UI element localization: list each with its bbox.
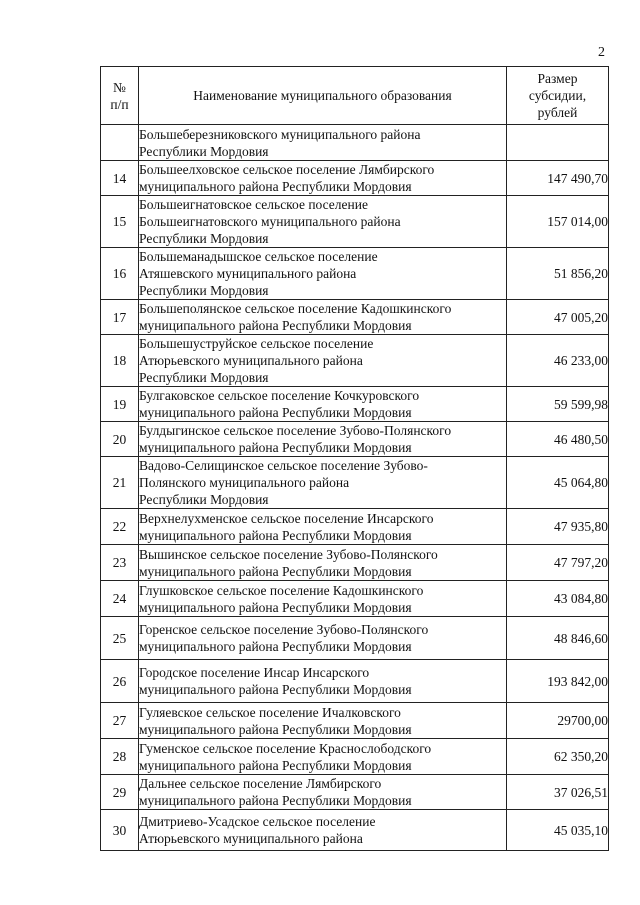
row-amount: 29700,00 <box>507 703 609 739</box>
row-amount <box>507 125 609 161</box>
row-amount: 51 856,20 <box>507 248 609 300</box>
header-number: № п/п <box>101 67 139 125</box>
row-number: 26 <box>101 660 139 703</box>
row-number: 19 <box>101 387 139 422</box>
row-amount: 59 599,98 <box>507 387 609 422</box>
table-row <box>101 660 609 703</box>
table-row <box>101 387 609 422</box>
row-number: 17 <box>101 300 139 335</box>
table-row <box>101 248 609 300</box>
table-row <box>101 509 609 545</box>
table-row <box>101 703 609 739</box>
row-name: Большеманадышское сельское поселение Атяшевского муниципального района Республики Мордовия <box>139 248 507 300</box>
table-row <box>101 422 609 457</box>
row-number: 14 <box>101 161 139 196</box>
row-amount: 147 490,70 <box>507 161 609 196</box>
row-number: 22 <box>101 509 139 545</box>
row-name: Большеелховское сельское поселение Лямбирского муниципального района Республики Мордовия <box>139 161 507 196</box>
row-amount: 47 005,20 <box>507 300 609 335</box>
table-row <box>101 581 609 617</box>
row-amount: 37 026,51 <box>507 775 609 810</box>
row-number <box>101 125 139 161</box>
row-name: Большешуструйское сельское поселение Атюрьевского муниципального района Республики Мордовия <box>139 335 507 387</box>
row-number: 16 <box>101 248 139 300</box>
subsidy-table <box>100 66 609 851</box>
row-name: Глушковское сельское поселение Кадошкинского муниципального района Республики Мордовия <box>139 581 507 617</box>
table-row <box>101 196 609 248</box>
row-amount: 43 084,80 <box>507 581 609 617</box>
row-number: 18 <box>101 335 139 387</box>
row-name: Городское поселение Инсар Инсарского муниципального района Республики Мордовия <box>139 660 507 703</box>
row-amount: 46 233,00 <box>507 335 609 387</box>
row-name: Дальнее сельское поселение Лямбирского муниципального района Республики Мордовия <box>139 775 507 810</box>
row-amount: 62 350,20 <box>507 739 609 775</box>
row-number: 23 <box>101 545 139 581</box>
row-number: 15 <box>101 196 139 248</box>
row-number: 28 <box>101 739 139 775</box>
row-name: Большеберезниковского муниципального района Республики Мордовия <box>139 125 507 161</box>
row-name: Большеполянское сельское поселение Кадошкинского муниципального района Республики Мордовия <box>139 300 507 335</box>
table-row <box>101 161 609 196</box>
table-row <box>101 300 609 335</box>
table-row <box>101 617 609 660</box>
row-name: Булдыгинское сельское поселение Зубово-Полянского муниципального района Республики Мордовия <box>139 422 507 457</box>
row-number: 24 <box>101 581 139 617</box>
table-body <box>101 125 609 851</box>
row-amount: 193 842,00 <box>507 660 609 703</box>
table-row <box>101 335 609 387</box>
row-name: Дмитриево-Усадское сельское поселение Атюрьевского муниципального района <box>139 810 507 851</box>
table-row <box>101 810 609 851</box>
row-amount: 45 064,80 <box>507 457 609 509</box>
row-name: Вышинское сельское поселение Зубово-Полянского муниципального района Республики Мордовия <box>139 545 507 581</box>
row-name: Вадово-Селищинское сельское поселение Зубово- Полянского муниципального района Республики Мордовия <box>139 457 507 509</box>
row-amount: 46 480,50 <box>507 422 609 457</box>
row-amount: 47 797,20 <box>507 545 609 581</box>
table-header <box>101 67 609 125</box>
row-amount: 45 035,10 <box>507 810 609 851</box>
row-amount: 47 935,80 <box>507 509 609 545</box>
page-number: 2 <box>598 45 605 60</box>
table-row <box>101 739 609 775</box>
table-row <box>101 545 609 581</box>
row-number: 27 <box>101 703 139 739</box>
header-amount: Размер субсидии, рублей <box>507 67 609 125</box>
row-number: 25 <box>101 617 139 660</box>
row-number: 21 <box>101 457 139 509</box>
header-name: Наименование муниципального образования <box>139 67 507 125</box>
row-name: Верхнелухменское сельское поселение Инсарского муниципального района Республики Мордовия <box>139 509 507 545</box>
row-amount: 48 846,60 <box>507 617 609 660</box>
row-name: Гуменское сельское поселение Краснослободского муниципального района Республики Мордовия <box>139 739 507 775</box>
row-number: 29 <box>101 775 139 810</box>
table-row <box>101 775 609 810</box>
row-number: 30 <box>101 810 139 851</box>
row-name: Большеигнатовское сельское поселение Большеигнатовского муниципального района Республики Мордовия <box>139 196 507 248</box>
row-amount: 157 014,00 <box>507 196 609 248</box>
table-row <box>101 457 609 509</box>
row-number: 20 <box>101 422 139 457</box>
row-name: Булгаковское сельское поселение Кочкуровского муниципального района Республики Мордовия <box>139 387 507 422</box>
table-row <box>101 125 609 161</box>
row-name: Гуляевское сельское поселение Ичалковского муниципального района Республики Мордовия <box>139 703 507 739</box>
row-name: Горенское сельское поселение Зубово-Полянского муниципального района Республики Мордовия <box>139 617 507 660</box>
